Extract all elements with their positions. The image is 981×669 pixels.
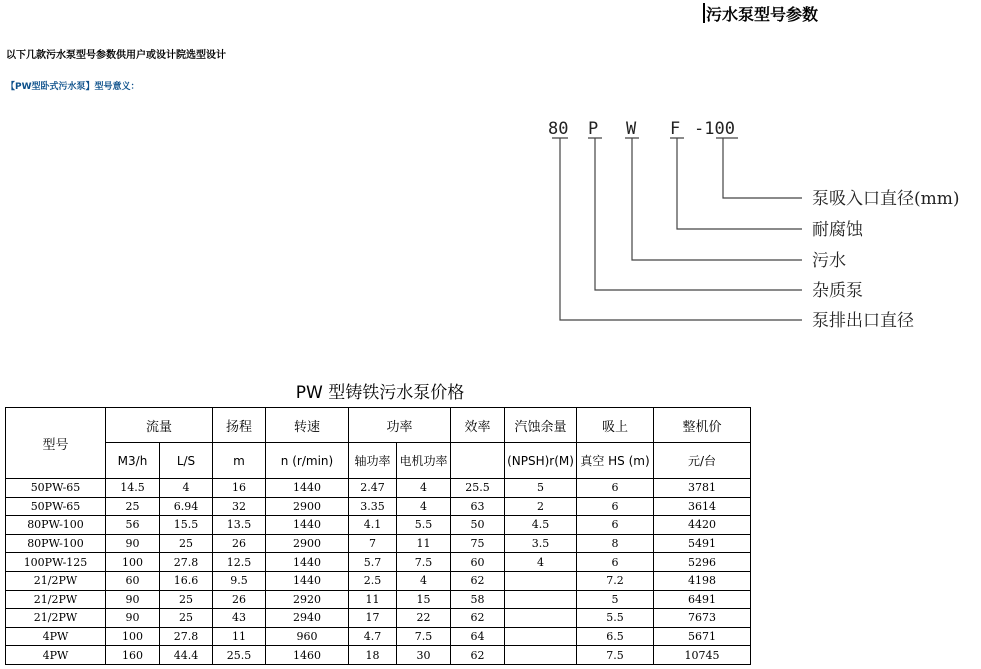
cell-model: 50PW-65	[6, 497, 106, 516]
header-suction: 吸上	[577, 408, 654, 443]
connector-w	[625, 138, 802, 260]
cell-suction: 5.5	[577, 609, 654, 628]
cell-price: 5671	[654, 627, 751, 646]
cell-flow-m3h: 60	[106, 571, 160, 590]
cell-flow-ls: 44.4	[160, 646, 213, 665]
price-table	[5, 407, 751, 665]
cell-price: 5491	[654, 534, 751, 553]
cell-efficiency: 58	[451, 590, 505, 609]
desc-impurity-pump: 杂质泵	[812, 281, 863, 301]
cell-npsh	[505, 590, 577, 609]
table-row	[6, 571, 751, 590]
header-head: 扬程	[213, 408, 266, 443]
cell-efficiency: 50	[451, 516, 505, 535]
header-model: 型号	[6, 408, 106, 479]
cell-price: 3781	[654, 479, 751, 498]
table-row	[6, 627, 751, 646]
text-cursor	[703, 3, 705, 23]
cell-efficiency: 62	[451, 609, 505, 628]
cell-model: 4PW	[6, 646, 106, 665]
cell-npsh: 4.5	[505, 516, 577, 535]
cell-efficiency: 62	[451, 646, 505, 665]
cell-flow-ls: 16.6	[160, 571, 213, 590]
header-flow: 流量	[106, 408, 213, 443]
cell-motor-power: 7.5	[397, 627, 451, 646]
cell-price: 4420	[654, 516, 751, 535]
cell-model: 50PW-65	[6, 479, 106, 498]
cell-shaft-power: 18	[349, 646, 397, 665]
table-row	[6, 553, 751, 572]
header-head-m: m	[213, 443, 266, 479]
table-row	[6, 534, 751, 553]
cell-price: 7673	[654, 609, 751, 628]
cell-shaft-power: 5.7	[349, 553, 397, 572]
cell-npsh: 3.5	[505, 534, 577, 553]
cell-npsh: 4	[505, 553, 577, 572]
cell-flow-m3h: 90	[106, 590, 160, 609]
header-speed: 转速	[266, 408, 349, 443]
table-row	[6, 646, 751, 665]
cell-speed: 1460	[266, 646, 349, 665]
cell-flow-m3h: 160	[106, 646, 160, 665]
cell-npsh	[505, 571, 577, 590]
cell-suction: 7.2	[577, 571, 654, 590]
cell-head: 26	[213, 590, 266, 609]
header-flow-m3h: M3/h	[106, 443, 160, 479]
header-suction-unit: 真空 HS (m)	[577, 443, 654, 479]
table-row	[6, 479, 751, 498]
cell-motor-power: 4	[397, 497, 451, 516]
cell-efficiency: 25.5	[451, 479, 505, 498]
code-seg-p: P	[588, 119, 599, 139]
cell-npsh: 5	[505, 479, 577, 498]
cell-flow-m3h: 90	[106, 609, 160, 628]
cell-flow-m3h: 14.5	[106, 479, 160, 498]
header-flow-ls: L/S	[160, 443, 213, 479]
cell-suction: 7.5	[577, 646, 654, 665]
cell-shaft-power: 17	[349, 609, 397, 628]
cell-price: 4198	[654, 571, 751, 590]
cell-speed: 2920	[266, 590, 349, 609]
page-title: 污水泵型号参数	[706, 5, 819, 24]
cell-flow-ls: 6.94	[160, 497, 213, 516]
cell-efficiency: 64	[451, 627, 505, 646]
cell-shaft-power: 2.47	[349, 479, 397, 498]
cell-suction: 6.5	[577, 627, 654, 646]
table-title: PW 型铸铁污水泵价格	[295, 383, 465, 403]
header-power: 功率	[349, 408, 451, 443]
cell-price: 10745	[654, 646, 751, 665]
cell-speed: 1440	[266, 516, 349, 535]
cell-speed: 1440	[266, 553, 349, 572]
cell-flow-m3h: 100	[106, 627, 160, 646]
table-row	[6, 609, 751, 628]
header-motor-power: 电机功率	[397, 443, 451, 479]
cell-model: 4PW	[6, 627, 106, 646]
connector-f	[670, 138, 802, 229]
cell-flow-ls: 27.8	[160, 553, 213, 572]
cell-flow-m3h: 25	[106, 497, 160, 516]
cell-head: 32	[213, 497, 266, 516]
cell-shaft-power: 4.7	[349, 627, 397, 646]
cell-efficiency: 62	[451, 571, 505, 590]
cell-efficiency: 60	[451, 553, 505, 572]
cell-shaft-power: 11	[349, 590, 397, 609]
cell-motor-power: 4	[397, 571, 451, 590]
cell-shaft-power: 7	[349, 534, 397, 553]
cell-npsh	[505, 627, 577, 646]
desc-sewage: 污水	[812, 251, 846, 271]
connector-p	[588, 138, 802, 290]
desc-outlet-diameter: 泵排出口直径	[812, 311, 914, 331]
cell-motor-power: 4	[397, 479, 451, 498]
cell-head: 43	[213, 609, 266, 628]
model-code-diagram	[540, 110, 960, 340]
cell-speed: 1440	[266, 571, 349, 590]
cell-speed: 2940	[266, 609, 349, 628]
cell-suction: 6	[577, 553, 654, 572]
cell-speed: 2900	[266, 534, 349, 553]
cell-flow-m3h: 100	[106, 553, 160, 572]
cell-model: 80PW-100	[6, 534, 106, 553]
cell-flow-ls: 25	[160, 534, 213, 553]
cell-head: 16	[213, 479, 266, 498]
cell-head: 25.5	[213, 646, 266, 665]
cell-speed: 1440	[266, 479, 349, 498]
cell-model: 21/2PW	[6, 571, 106, 590]
cell-flow-ls: 25	[160, 609, 213, 628]
connector-100	[716, 138, 802, 198]
header-row-sub	[6, 443, 751, 479]
cell-head: 11	[213, 627, 266, 646]
cell-motor-power: 15	[397, 590, 451, 609]
cell-motor-power: 30	[397, 646, 451, 665]
cell-flow-ls: 27.8	[160, 627, 213, 646]
model-meaning-heading: 【PW型卧式污水泵】型号意义：	[6, 82, 140, 92]
cell-suction: 5	[577, 590, 654, 609]
desc-inlet-diameter: 泵吸入口直径(mm)	[812, 189, 960, 209]
cell-suction: 6	[577, 479, 654, 498]
header-npsh: 汽蚀余量	[505, 408, 577, 443]
cell-price: 3614	[654, 497, 751, 516]
header-price-unit: 元/台	[654, 443, 751, 479]
cell-npsh: 2	[505, 497, 577, 516]
cell-head: 13.5	[213, 516, 266, 535]
cell-flow-ls: 4	[160, 479, 213, 498]
cell-motor-power: 7.5	[397, 553, 451, 572]
cell-speed: 2900	[266, 497, 349, 516]
cell-model: 21/2PW	[6, 590, 106, 609]
header-price: 整机价	[654, 408, 751, 443]
cell-model: 80PW-100	[6, 516, 106, 535]
cell-flow-ls: 25	[160, 590, 213, 609]
table-row	[6, 590, 751, 609]
desc-corrosion-resistant: 耐腐蚀	[812, 220, 863, 240]
header-shaft-power: 轴功率	[349, 443, 397, 479]
cell-motor-power: 22	[397, 609, 451, 628]
cell-head: 9.5	[213, 571, 266, 590]
cell-model: 21/2PW	[6, 609, 106, 628]
header-npsh-unit: (NPSH)r(M)	[505, 443, 577, 479]
cell-efficiency: 75	[451, 534, 505, 553]
code-seg-80: 80	[548, 119, 569, 139]
header-efficiency-unit	[451, 443, 505, 479]
cell-price: 5296	[654, 553, 751, 572]
cell-flow-m3h: 90	[106, 534, 160, 553]
cell-npsh	[505, 609, 577, 628]
cell-flow-m3h: 56	[106, 516, 160, 535]
cell-flow-ls: 15.5	[160, 516, 213, 535]
cell-motor-power: 11	[397, 534, 451, 553]
cell-npsh	[505, 646, 577, 665]
header-speed-unit: n (r/min)	[266, 443, 349, 479]
cell-suction: 8	[577, 534, 654, 553]
table-row	[6, 497, 751, 516]
cell-suction: 6	[577, 497, 654, 516]
cell-motor-power: 5.5	[397, 516, 451, 535]
cell-speed: 960	[266, 627, 349, 646]
cell-efficiency: 63	[451, 497, 505, 516]
cell-shaft-power: 4.1	[349, 516, 397, 535]
code-seg-100: -100	[694, 119, 735, 139]
cell-head: 12.5	[213, 553, 266, 572]
code-seg-w: W	[626, 119, 637, 139]
cell-shaft-power: 3.35	[349, 497, 397, 516]
cell-suction: 6	[577, 516, 654, 535]
cell-model: 100PW-125	[6, 553, 106, 572]
code-seg-f: F	[670, 119, 681, 139]
cell-head: 26	[213, 534, 266, 553]
table-row	[6, 516, 751, 535]
header-row-top	[6, 408, 751, 443]
cell-shaft-power: 2.5	[349, 571, 397, 590]
cell-price: 6491	[654, 590, 751, 609]
intro-text: 以下几款污水泵型号参数供用户或设计院选型设计	[6, 50, 226, 61]
header-efficiency: 效率	[451, 408, 505, 443]
